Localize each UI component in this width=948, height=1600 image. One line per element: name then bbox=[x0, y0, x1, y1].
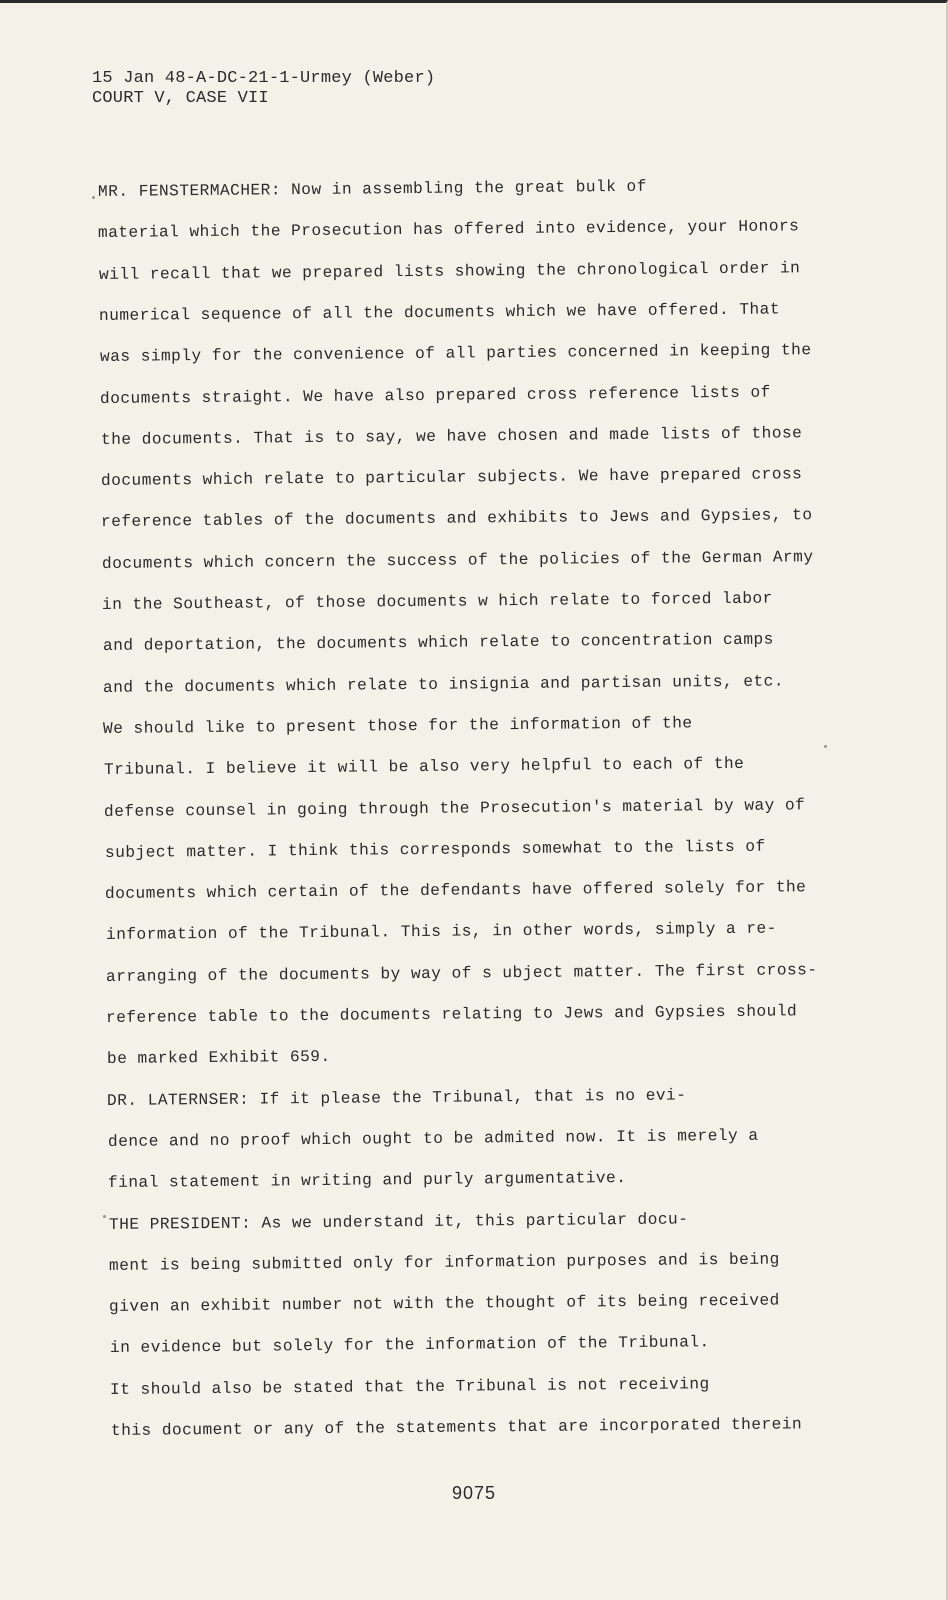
transcript-line: information of the Tribunal. This is, in other words, simply a re- bbox=[105, 919, 777, 945]
transcript-line: subject matter. I think this corresponds somewhat to the lists of bbox=[104, 837, 766, 862]
transcript-line: We should like to present those for the information of the bbox=[103, 714, 694, 738]
transcript-line: reference tables of the documents and exhibits to Jews and Gypsies, to bbox=[101, 506, 813, 532]
paper-speck bbox=[103, 1215, 106, 1218]
transcript-line: THE PRESIDENT: As we understand it, this particular docu- bbox=[108, 1209, 688, 1234]
transcript-line: DR. LATERNSER: If it please the Tribunal, that is no evi- bbox=[107, 1086, 687, 1110]
transcript-line: numerical sequence of all the documents which we have offered. That bbox=[99, 300, 781, 325]
transcript-line: in evidence but solely for the information of the Tribunal. bbox=[109, 1333, 710, 1358]
transcript-line: was simply for the convenience of all parties concerned in keeping the bbox=[99, 341, 812, 367]
transcript-line: reference table to the documents relating to Jews and Gypsies should bbox=[106, 1002, 798, 1027]
transcript-line: documents straight. We have also prepared cross reference lists of bbox=[100, 383, 771, 408]
transcript-line: documents which concern the success of the policies of the German Army bbox=[101, 547, 814, 573]
transcript-line: dence and no proof which ought to be admited now. It is merely a bbox=[107, 1126, 759, 1151]
paper-speck bbox=[824, 745, 827, 748]
transcript-line: final statement in writing and purly argumentative. bbox=[107, 1169, 627, 1193]
transcript-line: and deportation, the documents which relate to concentration camps bbox=[102, 630, 774, 656]
header-reference-line: 15 Jan 48-A-DC-21-1-Urmey (Weber) bbox=[92, 69, 436, 88]
transcript-line: arranging of the documents by way of s ubject matter. The first cross- bbox=[105, 960, 818, 986]
header-court-case-line: COURT V, CASE VII bbox=[92, 89, 269, 108]
transcript-line: documents which relate to particular subjects. We have prepared cross bbox=[100, 465, 803, 491]
document-header bbox=[92, 69, 435, 109]
paper-speck bbox=[92, 196, 95, 199]
transcript-line: this document or any of the statements that are incorporated therein bbox=[110, 1415, 802, 1440]
transcript-line: in the Southeast, of those documents w hich relate to forced labor bbox=[102, 589, 774, 614]
transcript-line: the documents. That is to say, we have chosen and made lists of those bbox=[100, 424, 802, 449]
transcript-line: defense counsel in going through the Prosecution's material by way of bbox=[104, 795, 806, 821]
transcript-line: given an exhibit number not with the thought of its being received bbox=[109, 1291, 781, 1317]
transcript-line: MR. FENSTERMACHER: Now in assembling the great bulk of bbox=[97, 177, 647, 201]
transcript-line: documents which certain of the defendants have offered solely for the bbox=[105, 878, 807, 904]
page-number: 9075 bbox=[451, 1483, 497, 1503]
transcript-line: material which the Prosecution has offered into evidence, your Honors bbox=[98, 217, 800, 243]
transcript-line: and the documents which relate to insignia and partisan units, etc. bbox=[102, 672, 785, 697]
transcript-line: be marked Exhibit 659. bbox=[106, 1048, 331, 1069]
transcript-line: will recall that we prepared lists showing the chronological order in bbox=[98, 258, 801, 284]
transcript-line: It should also be stated that the Tribunal is not receiving bbox=[110, 1374, 710, 1399]
transcript-line: Tribunal. I believe it will be also very helpful to each of the bbox=[103, 755, 745, 780]
transcript-line: ment is being submitted only for information purposes and is being bbox=[108, 1250, 780, 1275]
